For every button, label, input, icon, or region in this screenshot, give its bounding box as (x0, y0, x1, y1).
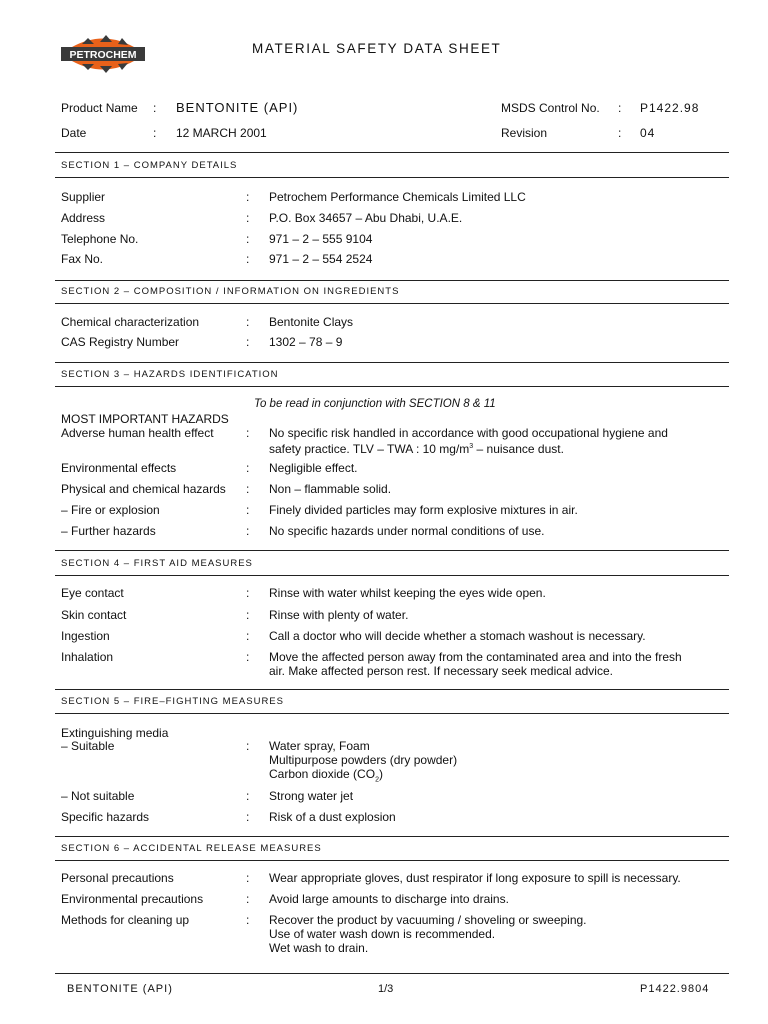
divider (55, 303, 729, 304)
divider (55, 177, 729, 178)
specific-hazards-value: Risk of a dust explosion (269, 810, 396, 824)
divider (55, 386, 729, 387)
skin-contact-value: Rinse with plenty of water. (269, 608, 409, 622)
colon: : (246, 892, 250, 906)
physical-hazards-value: Non – flammable solid. (269, 482, 392, 496)
further-hazards-value: No specific hazards under normal conditions of use. (269, 524, 545, 538)
ingestion-label: Ingestion (61, 629, 110, 643)
date-value: 12 MARCH 2001 (176, 126, 267, 140)
personal-precautions-label: Personal precautions (61, 871, 174, 885)
skin-contact-label: Skin contact (61, 608, 127, 622)
environmental-effects-label: Environmental effects (61, 461, 177, 475)
revision-label: Revision (501, 126, 548, 140)
section-4-heading: SECTION 4 – FIRST AID MEASURES (61, 558, 253, 569)
colon: : (618, 126, 622, 140)
date-label: Date (61, 126, 87, 140)
colon: : (246, 252, 250, 266)
methods-cleaning-label: Methods for cleaning up (61, 913, 190, 927)
colon: : (246, 586, 250, 600)
supplier-value: Petrochem Performance Chemicals Limited LLC (269, 190, 526, 204)
colon: : (246, 871, 250, 885)
colon: : (246, 913, 250, 927)
colon: : (246, 190, 250, 204)
not-suitable-value: Strong water jet (269, 789, 354, 803)
telephone-label: Telephone No. (61, 232, 139, 246)
divider (55, 280, 729, 281)
not-suitable-label: – Not suitable (61, 789, 135, 803)
cas-registry-value: 1302 – 78 – 9 (269, 335, 343, 349)
environmental-precautions-label: Environmental precautions (61, 892, 204, 906)
colon: : (246, 232, 250, 246)
section-2-heading: SECTION 2 – COMPOSITION / INFORMATION ON INGREDIENTS (61, 286, 400, 297)
colon: : (246, 629, 250, 643)
colon: : (153, 126, 157, 140)
colon: : (246, 503, 250, 517)
physical-hazards-label: Physical and chemical hazards (61, 482, 226, 496)
environmental-precautions-value: Avoid large amounts to discharge into drains. (269, 892, 509, 906)
colon: : (246, 335, 250, 349)
supplier-label: Supplier (61, 190, 106, 204)
document-title: MATERIAL SAFETY DATA SHEET (252, 41, 502, 56)
footer-page-number: 1/3 (378, 983, 394, 995)
colon: : (618, 101, 622, 115)
divider (55, 362, 729, 363)
fax-label: Fax No. (61, 252, 104, 266)
colon: : (246, 315, 250, 329)
health-effect-value: No specific risk handled in accordance with good occupational hygiene and safety practice. TLV – TWA : 10 $mg/m^3$ – nuisance dust. (269, 426, 668, 456)
msds-control-value: P1422.98 (640, 101, 700, 115)
health-effect-label: Adverse human health effect (61, 426, 214, 440)
colon: : (246, 608, 250, 622)
colon: : (246, 461, 250, 475)
colon: : (246, 650, 250, 664)
chemical-characterization-value: Bentonite Clays (269, 315, 354, 329)
eye-contact-value: Rinse with water whilst keeping the eyes wide open. (269, 586, 546, 600)
footer-divider (55, 973, 729, 974)
chemical-characterization-label: Chemical characterization (61, 315, 200, 329)
divider (55, 550, 729, 551)
divider (55, 836, 729, 837)
inhalation-value: Move the affected person away from the contaminated area and into the fresh air. Make affected person rest. If necessary seek medical advice. (269, 650, 682, 678)
suitable-value: Water spray, Foam Multipurpose powders (dry powder) Carbon dioxide $(CO_2)$ (269, 739, 458, 784)
colon: : (153, 101, 157, 115)
colon: : (246, 211, 250, 225)
section-5-heading: SECTION 5 – FIRE–FIGHTING MEASURES (61, 696, 284, 707)
product-name-value: BENTONITE (API) (176, 100, 299, 115)
ingestion-value: Call a doctor who will decide whether a stomach washout is necessary. (269, 629, 646, 643)
product-name-label: Product Name (61, 101, 138, 115)
fax-value: 971 – 2 – 554 2524 (269, 252, 373, 266)
section-6-heading: SECTION 6 – ACCIDENTAL RELEASE MEASURES (61, 843, 322, 854)
msds-control-label: MSDS Control No. (501, 101, 600, 115)
section-1-heading: SECTION 1 – COMPANY DETAILS (61, 160, 238, 171)
personal-precautions-value: Wear appropriate gloves, dust respirator if long exposure to spill is necessary. (269, 871, 681, 885)
fire-explosion-value: Finely divided particles may form explosive mixtures in air. (269, 503, 578, 517)
extinguishing-media-label: Extinguishing media (61, 726, 169, 740)
conjunction-note: To be read in conjunction with SECTION 8 & 11 (254, 398, 496, 410)
divider (55, 152, 729, 153)
colon: : (246, 810, 250, 824)
brand-text: PETROCHEM (69, 49, 137, 61)
most-important-hazards-heading: MOST IMPORTANT HAZARDS (61, 412, 229, 426)
address-value: P.O. Box 34657 – Abu Dhabi, U.A.E. (269, 211, 463, 225)
address-label: Address (61, 211, 106, 225)
colon: : (246, 739, 250, 753)
suitable-label: – Suitable (61, 739, 115, 753)
fire-explosion-label: – Fire or explosion (61, 503, 160, 517)
methods-cleaning-value: Recover the product by vacuuming / shoveling or sweeping. Use of water wash down is recommended. Wet wash to drain. (269, 913, 587, 955)
section-3-heading: SECTION 3 – HAZARDS IDENTIFICATION (61, 369, 279, 380)
divider (55, 689, 729, 690)
petrochem-logo (60, 32, 146, 76)
further-hazards-label: – Further hazards (61, 524, 156, 538)
divider (55, 713, 729, 714)
footer-code: P1422.9804 (640, 983, 710, 995)
divider (55, 860, 729, 861)
environmental-effects-value: Negligible effect. (269, 461, 358, 475)
inhalation-label: Inhalation (61, 650, 114, 664)
telephone-value: 971 – 2 – 555 9104 (269, 232, 373, 246)
divider (55, 575, 729, 576)
revision-value: 04 (640, 126, 656, 140)
colon: : (246, 482, 250, 496)
colon: : (246, 524, 250, 538)
footer-product: BENTONITE (API) (67, 983, 173, 995)
specific-hazards-label: Specific hazards (61, 810, 150, 824)
eye-contact-label: Eye contact (61, 586, 124, 600)
cas-registry-label: CAS Registry Number (61, 335, 180, 349)
colon: : (246, 789, 250, 803)
colon: : (246, 426, 250, 440)
